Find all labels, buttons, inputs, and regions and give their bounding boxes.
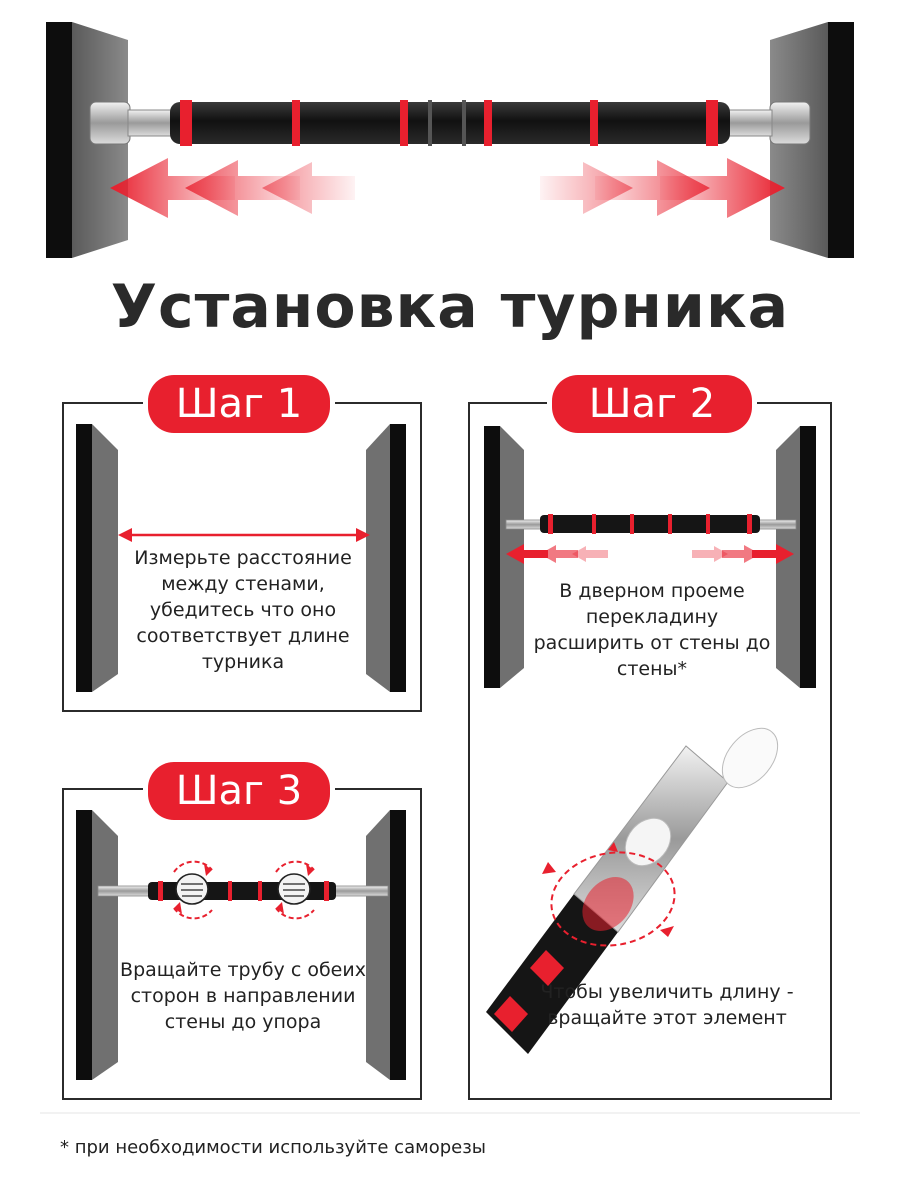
divider <box>40 1112 860 1114</box>
pullup-bar <box>170 102 730 144</box>
left-fist-icon <box>176 874 208 904</box>
step-2-arrows-left <box>506 544 608 564</box>
right-wall <box>828 22 854 258</box>
measure-arrow <box>118 528 370 542</box>
step-3-badge: Шаг 3 <box>148 762 330 820</box>
right-fist-icon <box>278 874 310 904</box>
step-3-text: Вращайте трубу с обеих сторон в направлении стены до упора <box>120 959 366 1033</box>
left-arrows <box>110 158 355 218</box>
step-2-arrows-right <box>692 544 794 564</box>
step-2-badge: Шаг 2 <box>552 375 752 433</box>
footnote: * при необходимости используйте саморезы <box>60 1137 486 1158</box>
left-wall <box>46 22 72 258</box>
step-1-badge: Шаг 1 <box>148 375 330 433</box>
step-2-bar <box>540 515 760 533</box>
hero-illustration <box>0 0 900 270</box>
detail-text: Чтобы увеличить длину - вращайте этот элемент <box>540 981 794 1029</box>
step-1-text: Измерьте расстояние между стенами, убедитесь что оно соответствует длине турника <box>134 547 352 673</box>
step-3-illustration <box>62 788 422 1100</box>
right-arrows <box>540 158 785 218</box>
step-2-text: В дверном проеме перекладину расширить от стены до стены* <box>533 580 771 680</box>
page-title: Установка турника <box>110 272 790 342</box>
hero-walls-and-bar <box>0 0 900 270</box>
